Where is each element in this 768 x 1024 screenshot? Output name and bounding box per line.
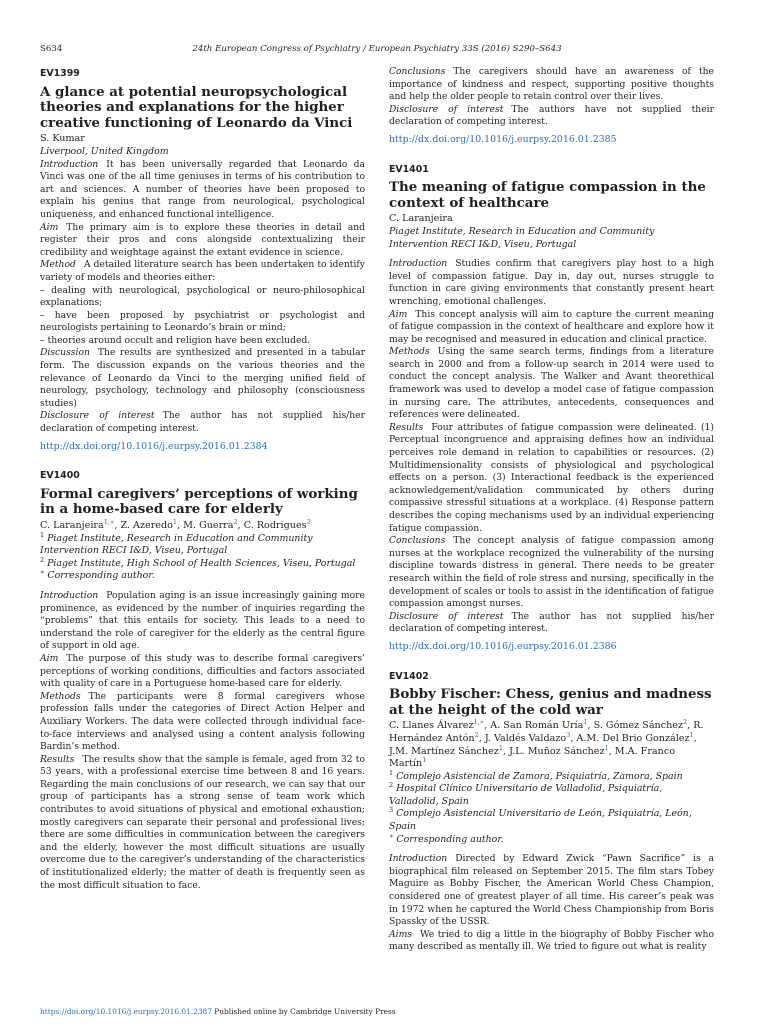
author-affil-ref[interactable]: 1,∗ <box>103 517 115 526</box>
aims-section <box>389 929 714 954</box>
section-text: The purpose of this study was to describe formal caregivers’ perceptions of working conditions, difficulties and factors associated with quality of care in a Portuguese home-based care for elderly. <box>40 652 365 690</box>
author-name: J.L. Muñoz Sánchez <box>509 745 605 757</box>
section-text: The author has not supplied his/her declaration of competing interest. <box>40 410 365 435</box>
doi-link[interactable]: http://dx.doi.org/10.1016/j.eurpsy.2016.01.2385 <box>389 133 617 145</box>
methods-section <box>40 691 365 754</box>
conclusions-section <box>389 66 714 104</box>
section-text: The authors have not supplied their declaration of competing interest. <box>389 103 714 128</box>
doi-link[interactable]: http://dx.doi.org/10.1016/j.eurpsy.2016.01.2384 <box>40 440 268 452</box>
list-item: – dealing with neurological, psychological or neuro-philosophical explanations; <box>40 284 365 309</box>
author-affil-ref[interactable]: 3 <box>566 730 571 739</box>
introduction-section <box>389 258 714 308</box>
footer-doi-link[interactable]: https://doi.org/10.1016/j.eurpsy.2016.01.2387 <box>40 1007 212 1016</box>
section-text: The concept analysis of fatigue compassion among nurses at the workplace recognized the vulnerability of the nursing discipline towards distress in general. There needs to be greater research within the field of role stress and nursing, specifically in the development of scales or tools to assist in the identification of fatigue compassion amongst nurses. <box>389 535 714 610</box>
author-affil-ref[interactable]: 1 <box>172 517 178 526</box>
section-text: The participants were 8 formal caregivers whose profession falls under the categories of Direct Action Helper and Auxiliary Workers. The data were collected through individual face-to-face interviews and analysed using a content analysis following Bardin’s method. <box>40 690 365 753</box>
affiliation-number: 2 <box>389 781 394 790</box>
section-label: Methods <box>40 690 81 702</box>
section-text: The results are synthesized and presented in a tabular form. The discussion expands on the various theories and the relevance of Leonardo da Vinci to the merging unified field of neurology, psychology, technology and philosophy (consciousness studies) <box>40 347 365 409</box>
section-label: Results <box>40 753 75 765</box>
section-text: It has been universally regarded that Leonardo da Vinci was one of the all time geniuses in terms of his contribution to art and sciences. A number of theories have been proposed to explain his genius that range from neurological, psychological uniqueness, and enhanced functional intelligence. <box>40 158 365 220</box>
section-label: Introduction <box>389 853 448 865</box>
affiliation-text: Piaget Institute, High School of Health Sciences, Viseu, Portugal <box>47 557 356 569</box>
section-label: Introduction <box>40 158 99 170</box>
author-name: S. Gómez Sánchez <box>593 720 683 732</box>
author-list: C. Laranjeira$^{1,∗}$, Z. Azeredo$^1$, M. Guerra$^2$, C. Rodrigues$^2$ <box>40 517 311 531</box>
section-label: Aim <box>40 652 59 664</box>
author-name: Z. Azeredo <box>120 520 173 531</box>
discussion-section <box>40 347 365 410</box>
section-label: Method <box>40 259 76 271</box>
author-list: C. Llanes Álvarez$^{1,∗}$, A. San Román Uría$^1$, S. Gómez Sánchez$^2$, R. Hernández Antón$^2$, J. Valdés Valdazo$^3$, A.M. Del Brio González$^1$, J.M. Martínez Sánchez$^1$, J.L. Muñoz Sánchez$^1$, M.A. Franco Martín$^1$ <box>389 718 704 770</box>
section-text: Studies confirm that caregivers play host to a high level of compassion fatigue. Day in, day out, nurses struggle to function in care giving environments that constantly present heart wrenching, emotional challenges. <box>389 258 714 307</box>
affiliation <box>40 530 365 558</box>
running-header <box>40 44 714 58</box>
list-item: – theories around occult and religion have been excluded. <box>40 334 311 346</box>
section-label: Disclosure of interest <box>389 103 504 115</box>
affiliation: Liverpool, United Kingdom <box>40 145 169 157</box>
author-name: J.M. Martínez Sánchez <box>389 745 499 757</box>
abstract-ev1400-continued <box>389 66 714 147</box>
results-section <box>389 422 714 535</box>
disclosure-section <box>389 611 714 636</box>
introduction-section <box>389 853 714 929</box>
aim-section <box>389 309 714 347</box>
author-affil-ref[interactable]: 1 <box>604 743 609 752</box>
affiliation <box>40 555 365 571</box>
disclosure-section <box>40 410 365 435</box>
affiliation <box>389 783 714 808</box>
abstract-ev1400 <box>40 470 365 892</box>
affiliation-number: 3 <box>389 806 394 815</box>
introduction-section <box>40 590 365 653</box>
abstract-title: Bobby Fischer: Chess, genius and madness at the height of the cold war <box>389 686 712 718</box>
section-text: Population aging is an issue increasingly gaining more prominence, as evidenced by the number of inquiries regarding the “problems” that this entails for society. This leads to a need to understand the role of caregiver for the elderly as the central figure of support in old age. <box>40 589 365 652</box>
section-text: The caregivers should have an awareness of the importance of kindness and respect, supporting positive thoughts and help the older people to retain control over their lives. <box>389 66 714 103</box>
section-label: Aim <box>389 308 408 320</box>
section-label: Disclosure of interest <box>40 410 155 422</box>
conclusions-section <box>389 535 714 611</box>
affiliation <box>389 808 714 833</box>
author-name: A.M. Del Brio González <box>576 732 690 744</box>
corresponding-text: Corresponding author. <box>47 570 155 582</box>
affiliation-text: Complejo Asistencial de Zamora, Psiquiatría, Zamora, Spain <box>396 770 683 782</box>
author-list: C. Laranjeira <box>389 213 453 225</box>
affiliation-text: Complejo Asistencial Universitario de León, Psiquiatría, León, Spain <box>389 808 692 833</box>
author-name: M.A. Franco Martín <box>389 745 675 770</box>
corresponding-author-note <box>40 570 365 583</box>
section-label: Introduction <box>389 258 448 270</box>
section-label: Aims <box>389 928 413 940</box>
section-text: Directed by Edward Zwick “Pawn Sacrifice” is a biographical film released on September 2015. The film stars Tobey Maguire as Bobby Fischer, the American World Chess Champion, considered one of greatest player of all time. His career’s peak was in 1972 when he captured the World Chess Championship from Boris Spassky of the USSR. <box>389 853 714 928</box>
footer-publisher-note: Published online by Cambridge University Press <box>214 1007 396 1016</box>
author-affil-ref[interactable]: 1 <box>422 755 427 764</box>
author-list: S. Kumar <box>40 133 85 145</box>
section-label: Discussion <box>40 347 90 359</box>
section-label: Conclusions <box>389 66 446 77</box>
affiliation-text: Hospital Clínico Universitario de Valladolid, Psiquiatría, Valladolid, Spain <box>389 783 663 807</box>
abstract-ev1399 <box>40 68 365 453</box>
author-affil-ref[interactable]: 2 <box>233 517 238 526</box>
page-number: S634 <box>40 44 63 54</box>
section-label: Introduction <box>40 589 99 601</box>
aim-section <box>40 653 365 691</box>
author-name: C. Laranjeira <box>40 520 104 531</box>
list-item: – have been proposed by psychiatrist or psychologist and neurologists pertaining to Leonardo’s brain or mind; <box>40 309 365 334</box>
affiliation <box>389 768 714 784</box>
section-label: Aim <box>40 221 59 233</box>
section-text: The results show that the sample is female, aged from 32 to 53 years, with a professional exercise time between 8 and 16 years. Regarding the main conclusions of our research, we can say that our group of participants has a strong sense of team work which contributes to avoid situations of physical and emotional exhaustion; mostly caregivers can separate their personal and professional lives; there are some difficulties in communication between the caregivers and the elderly, however the most difficult situations are usually overcome due to the caregiver’s understanding of the characteristics of institutionalized elderly; the matter of death is frequently seen as the most difficult situation to face. <box>40 753 365 891</box>
section-label: Results <box>389 421 424 433</box>
doi-link[interactable]: http://dx.doi.org/10.1016/j.eurpsy.2016.01.2386 <box>389 640 617 652</box>
author-name: M. Guerra <box>183 520 234 531</box>
section-text: A detailed literature search has been undertaken to identify variety of models and theories either: <box>40 259 365 283</box>
affiliation: Piaget Institute, Research in Education and Community Intervention RECI I&D, Viseu, Portugal <box>389 225 655 250</box>
introduction-section <box>40 159 365 222</box>
section-label: Disclosure of interest <box>389 610 504 622</box>
method-section <box>40 259 365 284</box>
section-label: Conclusions <box>389 535 446 547</box>
abstract-id: EV1399 <box>40 68 80 79</box>
author-affil-ref[interactable]: 2 <box>474 730 479 739</box>
corresponding-author-note <box>389 831 714 847</box>
author-name: C. Rodrigues <box>243 520 307 531</box>
section-text: The primary aim is to explore these theories in detail and register their pros and cons alongside contextualizing their credibility and weightage against the extant evidence in science. <box>40 221 365 258</box>
author-affil-ref[interactable]: 2 <box>306 517 311 526</box>
abstract-ev1402 <box>389 671 714 954</box>
section-text: This concept analysis will aim to capture the current meaning of fatigue compassion in the context of healthcare and explore how it may be recognised and measured in education and clinical practice. <box>389 308 714 345</box>
abstract-title: Formal caregivers’ perceptions of working in a home-based care for elderly <box>40 485 358 518</box>
author-affil-ref[interactable]: 1 <box>689 730 694 739</box>
affiliation-number: 1 <box>389 768 394 777</box>
author-affil-ref[interactable]: 1 <box>498 743 503 752</box>
page-footer <box>40 1007 720 1016</box>
left-column <box>40 66 365 909</box>
abstract-id: EV1400 <box>40 470 80 482</box>
aim-section <box>40 222 365 260</box>
journal-citation: 24th European Congress of Psychiatry / European Psychiatry 33S (2016) S290–S643 <box>192 44 562 54</box>
methods-section <box>389 346 714 422</box>
author-affil-ref[interactable]: 1 <box>583 718 588 727</box>
section-text: We tried to dig a little in the biography of Bobby Fischer who many described as mentally ill. We tried to figure out what is reality <box>389 928 714 953</box>
affiliation-text: Piaget Institute, Research in Education and Community Intervention RECI I&D, Viseu, Portugal <box>40 532 313 557</box>
author-name: C. Llanes Álvarez <box>389 720 474 732</box>
corresponding-mark: ∗ <box>389 831 394 840</box>
abstract-title: A glance at potential neuropsychological theories and explanations for the higher creative functioning of Leonardo da Vinci <box>40 83 353 131</box>
corresponding-text: Corresponding author. <box>396 833 504 845</box>
section-label: Methods <box>389 346 430 358</box>
affiliation-number: 1 <box>40 530 45 539</box>
section-text: Four attributes of fatigue compassion were delineated. (1) Perceptual incongruence and appraising defines how an individual perceives role demand in relation to capabilities or resources. (2) Multidimensionality consists of physiological and psychological effects on a person. (3) Interactional feedback is the experienced acknowledgement/validation communicated by others during compassive stressful situations at a workplace. (4) Response pattern describes the coping mechanisms used by an individual experiencing fatigue compassion. <box>389 421 714 534</box>
corresponding-mark: ∗ <box>40 568 45 577</box>
results-section <box>40 754 365 893</box>
author-affil-ref[interactable]: 1,∗ <box>473 718 485 727</box>
section-text: Using the same search terms, findings from a literature search in 2000 and from a follow-up search in 2014 were used to conduct the concept analysis. The Walker and Avant theorethical framework was used to develop a model case of fatigue compassion in nursing care. The attributes, antecedents, consequences and references were delineated. <box>389 346 714 421</box>
author-name: J. Valdés Valdazo <box>484 732 567 744</box>
abstract-title: The meaning of fatigue compassion in the context of healthcare <box>389 179 706 211</box>
disclosure-section <box>389 104 714 129</box>
affiliation-number: 2 <box>40 555 45 564</box>
right-column <box>389 66 714 971</box>
abstract-ev1401 <box>389 164 714 654</box>
author-name: R. Hernández Antón <box>389 720 704 744</box>
author-name: A. San Román Uría <box>490 720 584 732</box>
section-text: The author has not supplied his/her declaration of competing interest. <box>389 610 714 635</box>
author-affil-ref[interactable]: 2 <box>683 718 688 727</box>
abstract-id: EV1402 <box>389 670 429 682</box>
abstract-id: EV1401 <box>389 163 429 175</box>
